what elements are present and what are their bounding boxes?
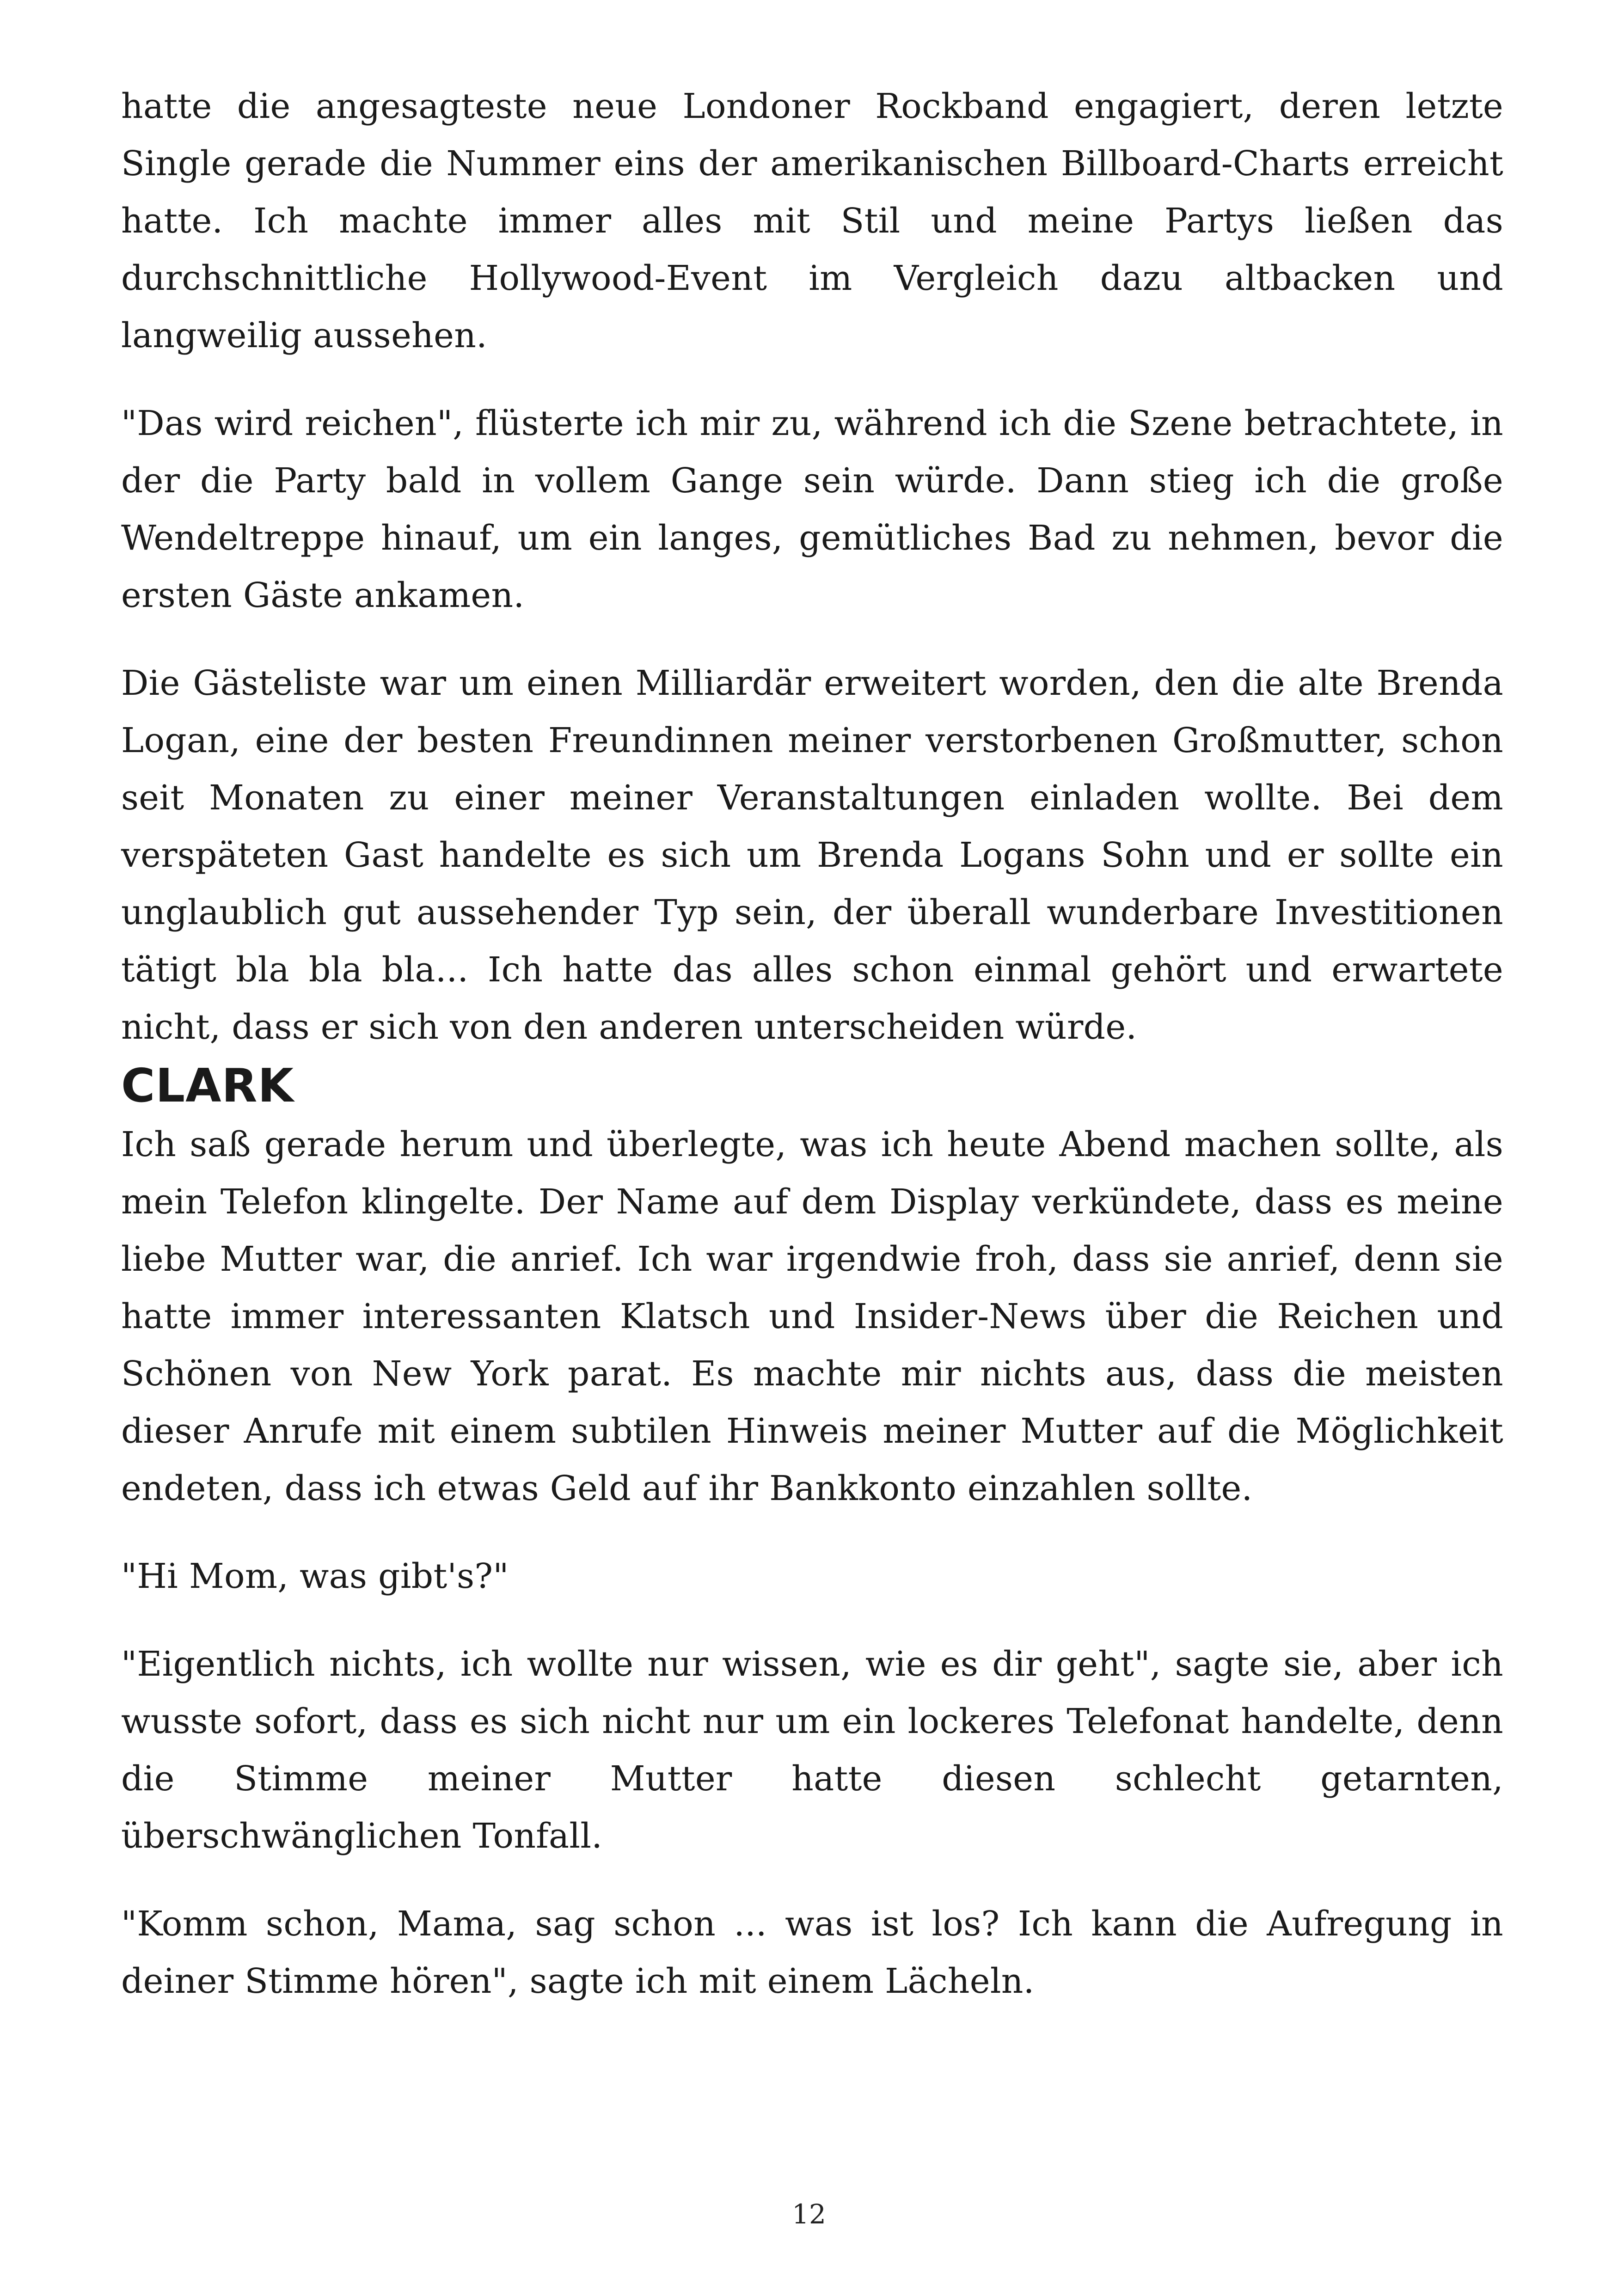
paragraph-rockband: hatte die angesagteste neue Londoner Rockband engagiert, deren letzte Single gerade die Nummer eins der amerikanischen Billboard-Charts erreicht hatte. Ich machte immer alles mit Stil und meine Partys ließen das durchschnittliche Hollywood-Event im Vergleich dazu altbacken und langweilig aussehen. <box>121 86 1503 355</box>
paragraph-das-wird-reichen: "Das wird reichen", flüsterte ich mir zu, während ich die Szene betrachtete, in der die Party bald in vollem Gange sein würde. Dann stieg ich die große Wendeltreppe hinauf, um ein langes, gemütliches Bad zu nehmen, bevor die ersten Gäste ankamen. <box>121 404 1503 615</box>
page-content <box>121 78 1503 2010</box>
paragraph-gaesteliste: Die Gästeliste war um einen Milliardär erweitert worden, den die alte Brenda Logan, eine der besten Freundinnen meiner verstorbenen Großmutter, schon seit Monaten zu einer meiner Veranstaltungen einladen wollte. Bei dem verspäteten Gast handelte es sich um Brenda Logans Sohn und er sollte ein unglaublich gut aussehender Typ sein, der überall wunderbare Investitionen tätigt bla bla bla... Ich hatte das alles schon einmal gehört und erwartete nicht, dass er sich von den anderen unterscheiden würde. <box>121 663 1503 1047</box>
section-heading: CLARK <box>121 1059 294 1113</box>
paragraph-hi-mom: "Hi Mom, was gibt's?" <box>121 1556 509 1596</box>
paragraph-telefon: Ich saß gerade herum und überlegte, was ich heute Abend machen sollte, als mein Telefon klingelte. Der Name auf dem Display verkündete, dass es meine liebe Mutter war, die anrief. Ich war irgendwie froh, dass sie anrief, denn sie hatte immer interessanten Klatsch und Insider-News über die Reichen und Schönen von New York parat. Es machte mir nichts aus, dass die meisten dieser Anrufe mit einem subtilen Hinweis meiner Mutter auf die Möglichkeit endeten, dass ich etwas Geld auf ihr Bankkonto einzahlen sollte. <box>121 1125 1503 1508</box>
page-number: 12 <box>792 2198 826 2230</box>
paragraph-eigentlich-nichts: "Eigentlich nichts, ich wollte nur wissen, wie es dir geht", sagte sie, aber ich wusste sofort, dass es sich nicht nur um ein lockeres Telefonat handelte, denn die Stimme meiner Mutter hatte diesen schlecht getarnten, überschwänglichen Tonfall. <box>121 1644 1503 1856</box>
paragraph-komm-schon: "Komm schon, Mama, sag schon ... was ist los? Ich kann die Aufregung in deiner Stimme hören", sagte ich mit einem Lächeln. <box>121 1904 1503 2001</box>
